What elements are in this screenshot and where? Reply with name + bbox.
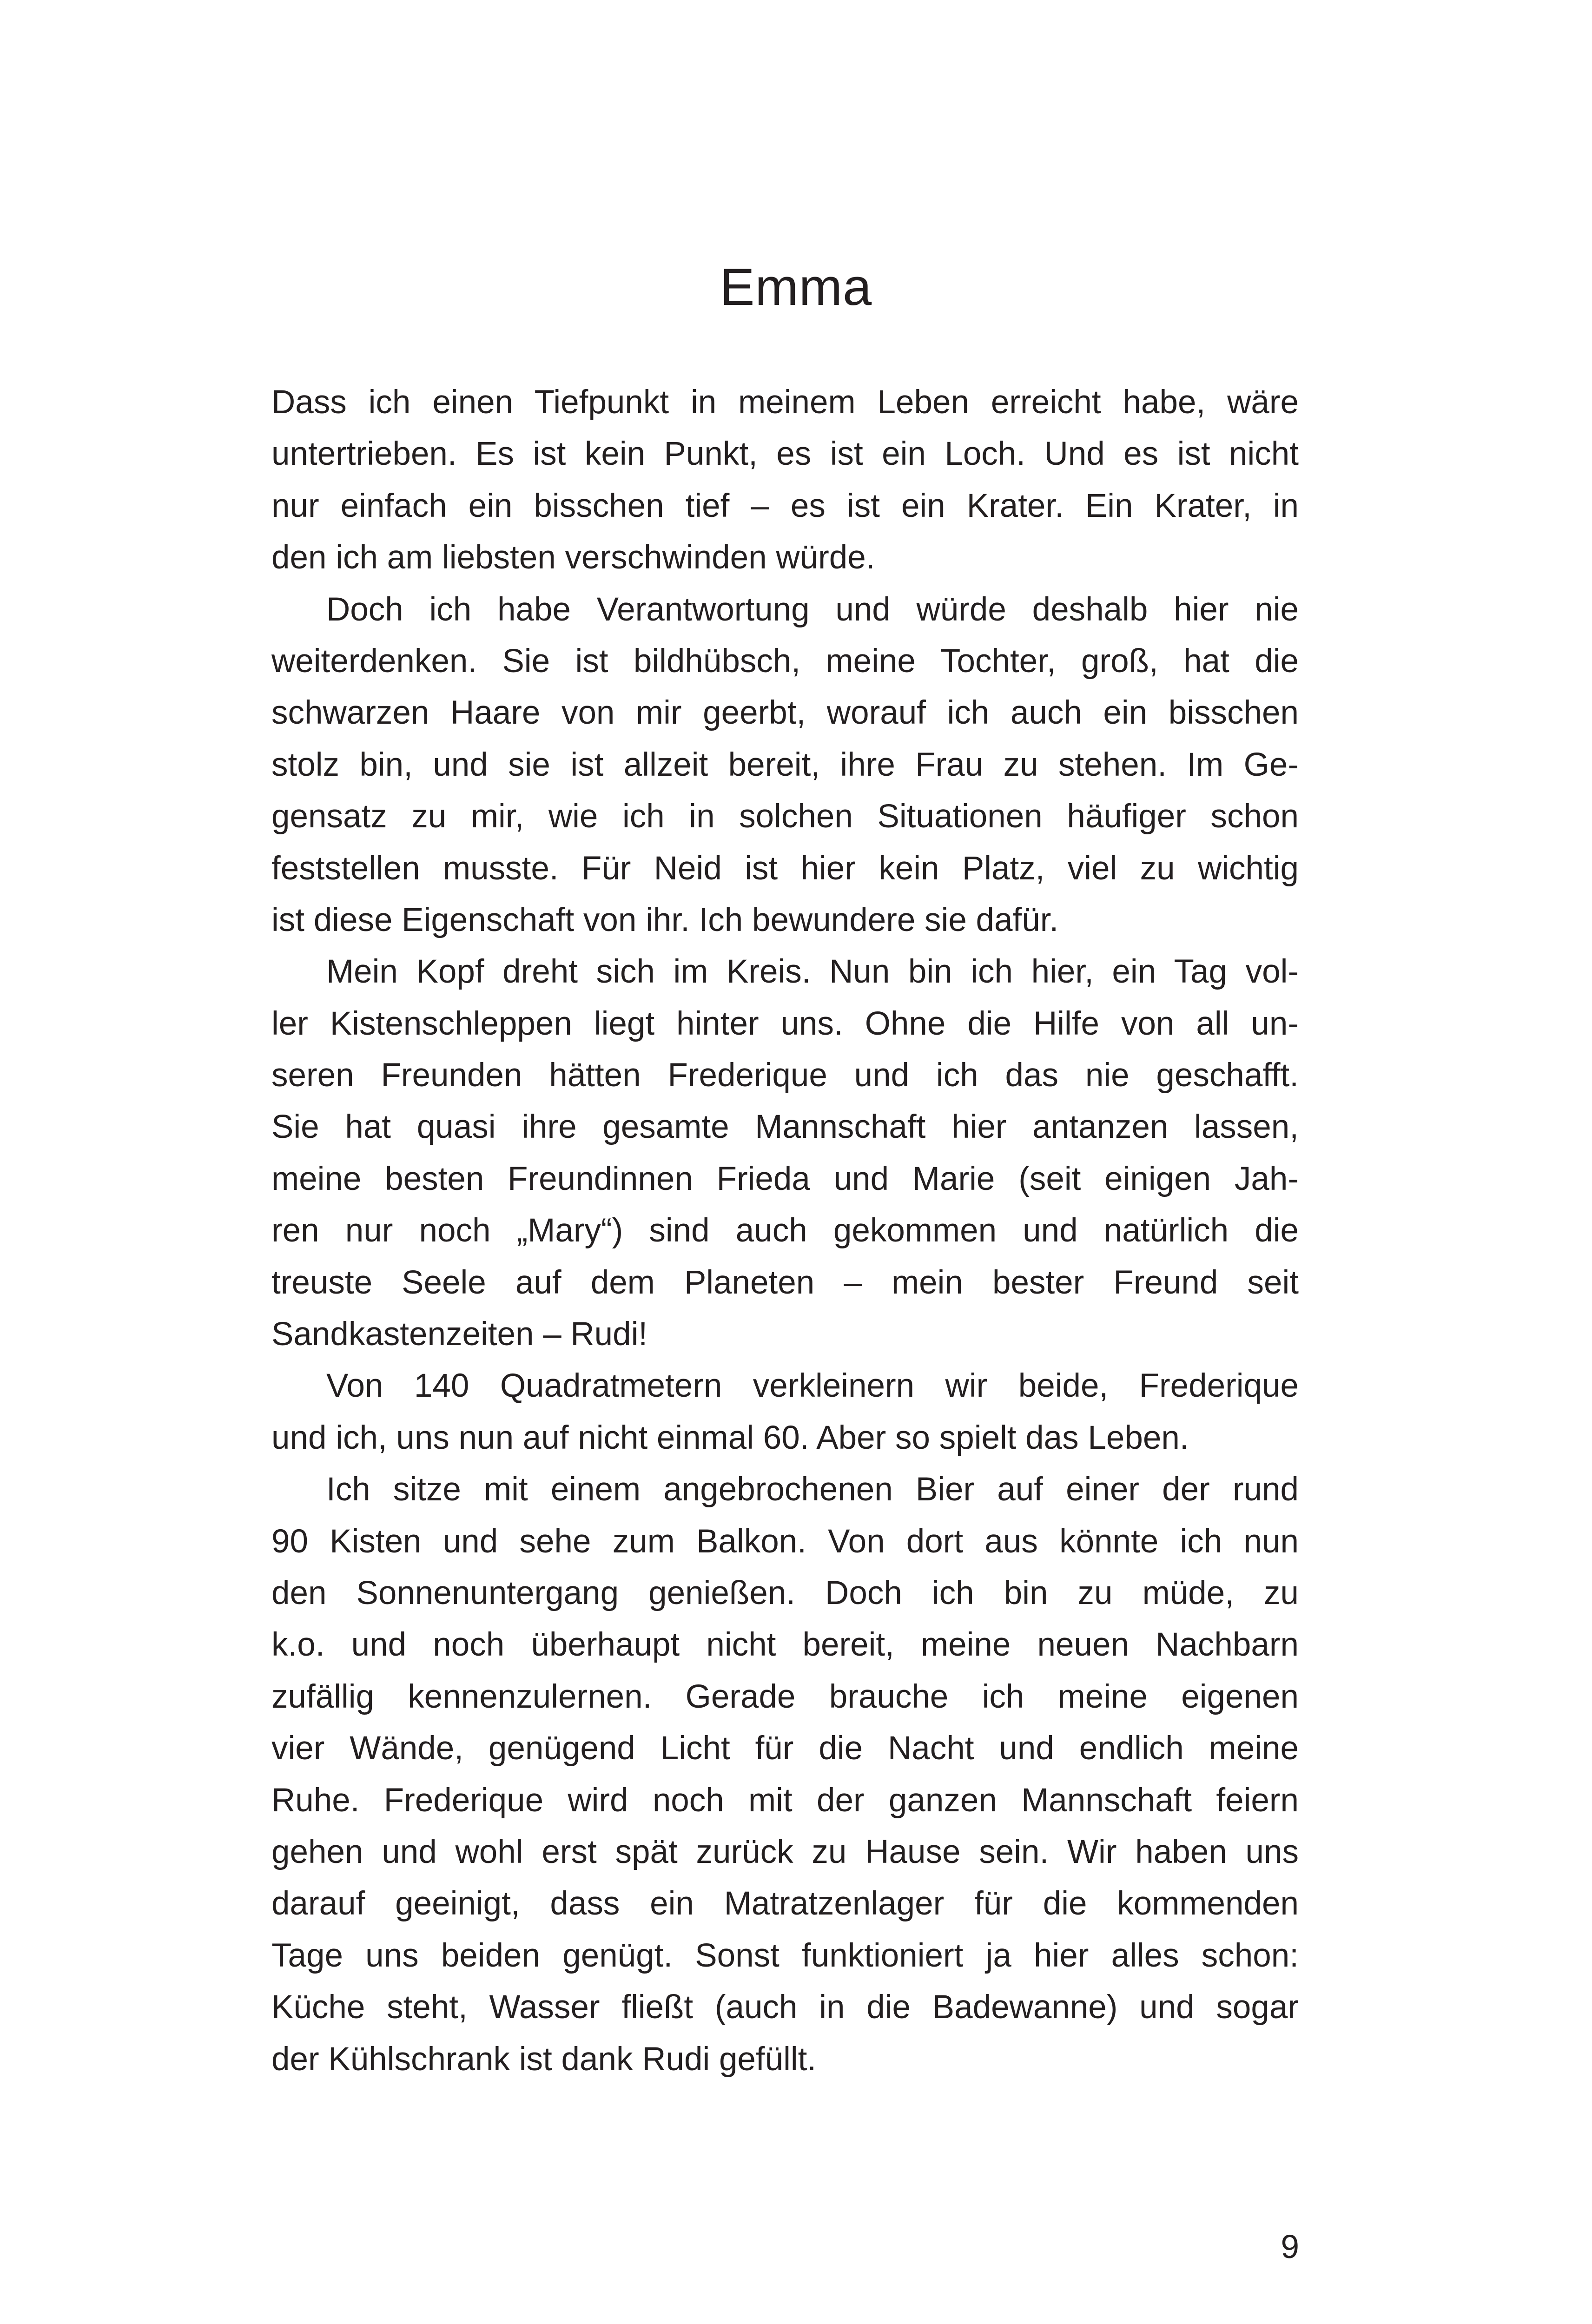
paragraph [271, 584, 1299, 946]
text-line: und ich, uns nun auf nicht einmal 60. Aber so spielt das Leben. [271, 1419, 1189, 1456]
paragraph [271, 1360, 1299, 1464]
text-line: Küche steht, Wasser fließt (auch in die Badewanne) und sogar [271, 1989, 1299, 2026]
body-text [271, 376, 1299, 2085]
chapter-title: Emma [720, 258, 872, 316]
text-line: zufällig kennenzulernen. Gerade brauche ich meine eigenen [271, 1678, 1299, 1715]
text-line: schwarzen Haare von mir geerbt, worauf ich auch ein bisschen [271, 694, 1299, 732]
text-line: stolz bin, und sie ist allzeit bereit, ihre Frau zu stehen. Im Ge- [271, 746, 1299, 783]
text-line: Ich sitze mit einem angebrochenen Bier auf einer der rund [326, 1471, 1299, 1508]
text-line: Mein Kopf dreht sich im Kreis. Nun bin ich hier, ein Tag vol- [326, 953, 1299, 990]
paragraph [271, 376, 1299, 584]
text-line: gensatz zu mir, wie ich in solchen Situationen häufiger schon [271, 798, 1299, 835]
text-line: den ich am liebsten verschwinden würde. [271, 539, 875, 576]
paragraph [271, 946, 1299, 1360]
text-line: Sie hat quasi ihre gesamte Mannschaft hier antanzen lassen, [271, 1109, 1299, 1146]
text-line: den Sonnenuntergang genießen. Doch ich bin zu müde, zu [271, 1574, 1299, 1611]
text-line: ler Kistenschleppen liegt hinter uns. Ohne die Hilfe von all un- [271, 1005, 1299, 1042]
text-line: nur einfach ein bisschen tief – es ist ein Krater. Ein Krater, in [271, 487, 1299, 524]
text-line: seren Freunden hätten Frederique und ich das nie geschafft. [271, 1057, 1299, 1094]
text-line: Dass ich einen Tiefpunkt in meinem Leben erreicht habe, wäre [271, 384, 1299, 421]
text-line: treuste Seele auf dem Planeten – mein bester Freund seit [271, 1264, 1299, 1301]
text-line: k.o. und noch überhaupt nicht bereit, meine neuen Nachbarn [271, 1626, 1299, 1664]
text-line: meine besten Freundinnen Frieda und Marie (seit einigen Jah- [271, 1160, 1299, 1197]
page-number: 9 [1281, 2229, 1299, 2265]
text-line: Doch ich habe Verantwortung und würde deshalb hier nie [326, 591, 1299, 628]
text-line: Tage uns beiden genügt. Sonst funktioniert ja hier alles schon: [271, 1937, 1299, 1974]
text-line: der Kühlschrank ist dank Rudi gefüllt. [271, 2040, 817, 2078]
text-line: gehen und wohl erst spät zurück zu Hause sein. Wir haben uns [271, 1833, 1299, 1870]
text-line: feststellen musste. Für Neid ist hier kein Platz, viel zu wichtig [271, 850, 1299, 887]
text-line: weiterdenken. Sie ist bildhübsch, meine Tochter, groß, hat die [271, 642, 1299, 680]
text-line: ist diese Eigenschaft von ihr. Ich bewundere sie dafür. [271, 901, 1059, 938]
text-line: vier Wände, genügend Licht für die Nacht und endlich meine [271, 1730, 1299, 1767]
text-line: darauf geeinigt, dass ein Matratzenlager für die kommenden [271, 1885, 1299, 1922]
text-line: Ruhe. Frederique wird noch mit der ganzen Mannschaft feiern [271, 1782, 1299, 1819]
text-line: untertrieben. Es ist kein Punkt, es ist ein Loch. Und es ist nicht [271, 436, 1299, 473]
text-line: Von 140 Quadratmetern verkleinern wir beide, Frederique [326, 1367, 1299, 1405]
text-line: Sandkastenzeiten – Rudi! [271, 1316, 648, 1353]
paragraph [271, 1464, 1299, 2085]
text-line: ren nur noch „Mary“) sind auch gekommen und natürlich die [271, 1212, 1299, 1249]
text-line: 90 Kisten und sehe zum Balkon. Von dort aus könnte ich nun [271, 1523, 1299, 1560]
